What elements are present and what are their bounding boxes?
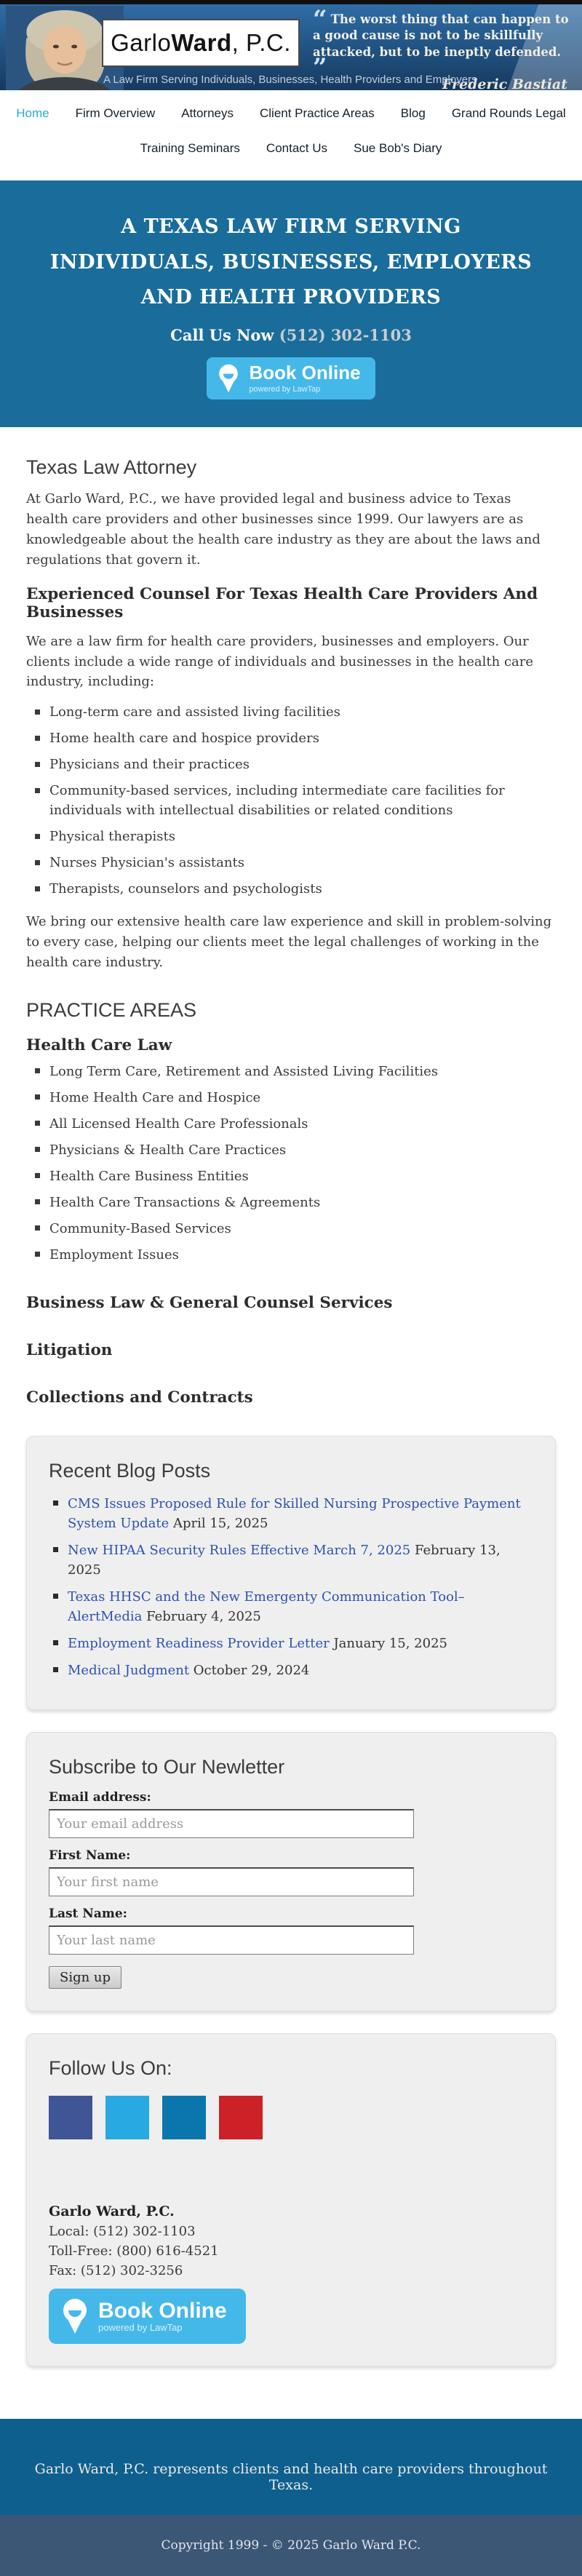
twitter-icon[interactable] <box>105 2096 149 2139</box>
nav-link-grand-rounds-legal[interactable]: Grand Rounds Legal <box>451 106 566 120</box>
health-care-law-list <box>26 1062 556 1265</box>
contact-info <box>49 2203 533 2278</box>
nav-link-blog[interactable]: Blog <box>400 106 426 120</box>
practice-areas-heading: PRACTICE AREAS <box>26 998 197 1021</box>
list-item: Employment Issues <box>35 1245 556 1265</box>
blog-post-item <box>53 1541 533 1580</box>
nav-item <box>354 141 442 156</box>
blog-posts-list <box>49 1494 533 1680</box>
blog-post-link[interactable]: New HIPAA Security Rules Effective March 7, 2025 <box>68 1542 411 1558</box>
logo-text-ward: Ward <box>171 29 232 56</box>
blog-post-item <box>53 1587 533 1626</box>
nav-item <box>140 141 240 156</box>
logo-text-garlo: Garlo <box>111 29 172 56</box>
list-item: Physical therapists <box>35 827 556 846</box>
logo-text-suffix: , P.C. <box>231 29 291 56</box>
list-item: Long Term Care, Retirement and Assisted Living Facilities <box>35 1062 556 1081</box>
experienced-counsel-heading: Experienced Counsel For Texas Health Care Providers And Businesses <box>26 584 538 621</box>
nav-link-contact-us[interactable]: Contact Us <box>266 141 328 155</box>
blog-post-date: February 13, 2025 <box>68 1542 501 1578</box>
first-name-field[interactable] <box>49 1867 414 1896</box>
follow-us-heading: Follow Us On: <box>49 2056 172 2079</box>
contact-local-phone: Local: (512) 302-1103 <box>49 2223 196 2239</box>
book-online-text <box>98 2299 227 2334</box>
intro-paragraph-3: We bring our extensive health care law experience and skill in problem-solving to every case, helping our clients meet the legal challenges of working in the health care industry. <box>26 914 552 971</box>
last-name-field[interactable] <box>49 1925 414 1955</box>
contact-firm-name: Garlo Ward, P.C. <box>49 2203 175 2219</box>
blog-post-date: April 15, 2025 <box>172 1515 268 1531</box>
footer-tagline: Garlo Ward, P.C. represents clients and health care providers throughout Texas. <box>34 2460 548 2493</box>
blog-post-link[interactable]: Medical Judgment <box>68 1662 190 1678</box>
footer-tagline-band <box>0 2419 582 2515</box>
blog-post-date: October 29, 2024 <box>193 1662 310 1678</box>
list-item: Long-term care and assisted living facilities <box>35 702 556 722</box>
firm-tagline: A Law Firm Serving Individuals, Businesses, Health Providers and Employers <box>103 73 477 86</box>
contact-tollfree-phone: Toll-Free: (800) 616-4521 <box>49 2243 219 2259</box>
nav-item <box>266 141 327 156</box>
intro-paragraph-1: At Garlo Ward, P.C., we have provided legal and business advice to Texas health care providers and other businesses since 1999. Our lawyers are as knowledgeable about the health care industry as they are about the laws and regulations that govern it. <box>26 491 541 568</box>
list-item: Health Care Business Entities <box>35 1166 556 1186</box>
list-item: Community-Based Services <box>35 1219 556 1239</box>
list-item: Physicians & Health Care Practices <box>35 1140 556 1160</box>
list-item: All Licensed Health Care Professionals <box>35 1114 556 1134</box>
open-quote-icon: “ <box>313 5 327 34</box>
linkedin-icon[interactable] <box>162 2096 206 2139</box>
list-item: Community-based services, including intermediate care facilities for individuals with intellectual disabilities or related conditions <box>35 781 556 820</box>
nav-row-2 <box>0 134 582 164</box>
contact-fax: Fax: (512) 302-3256 <box>49 2262 183 2278</box>
blog-post-link[interactable]: Employment Readiness Provider Letter <box>68 1635 330 1651</box>
facebook-icon[interactable] <box>49 2096 92 2139</box>
nav-item <box>76 106 156 121</box>
litigation-heading: Litigation <box>26 1340 113 1359</box>
email-field[interactable] <box>49 1809 414 1838</box>
book-online-sublabel: powered by LawTap <box>249 385 321 394</box>
business-law-heading: Business Law & General Counsel Services <box>26 1293 393 1312</box>
nav-link-attorneys[interactable]: Attorneys <box>181 106 234 120</box>
follow-us-card <box>26 2033 556 2366</box>
email-label: Email address: <box>49 1789 151 1805</box>
nav-link-home[interactable]: Home <box>16 106 49 120</box>
newsletter-card <box>26 1732 556 2011</box>
close-quote-icon: ” <box>313 52 327 82</box>
header-banner <box>0 4 582 90</box>
quote-text: The worst thing that can happen to a good cause is not to be skillfully attacked, but to be ineptly defended. <box>313 12 569 59</box>
hero-phone-number[interactable]: (512) 302-1103 <box>279 325 412 344</box>
list-item: Nurses Physician's assistants <box>35 853 556 872</box>
collections-heading: Collections and Contracts <box>26 1388 253 1407</box>
health-care-law-heading: Health Care Law <box>26 1035 172 1054</box>
nav-item <box>401 106 426 121</box>
blog-post-date: February 4, 2025 <box>146 1608 261 1624</box>
first-name-label: First Name: <box>49 1848 131 1863</box>
book-online-button-footer[interactable] <box>49 2289 246 2344</box>
nav-link-firm-overview[interactable]: Firm Overview <box>75 106 156 120</box>
book-online-label: Book Online <box>249 361 361 383</box>
book-online-sublabel: powered by LawTap <box>98 2322 183 2334</box>
nav-item <box>260 106 375 121</box>
footer <box>0 2419 582 2576</box>
footer-copyright: Copyright 1999 - © 2025 Garlo Ward P.C. <box>161 2537 421 2553</box>
client-types-list <box>26 702 556 899</box>
hero-banner <box>0 180 582 427</box>
blog-post-item <box>53 1661 533 1680</box>
newsletter-heading: Subscribe to Our Newletter <box>49 1755 285 1778</box>
social-icons-row <box>49 2096 533 2139</box>
blog-post-link[interactable]: Texas HHSC and the New Emergenty Communication Tool–AlertMedia <box>68 1589 465 1624</box>
hero-call-line <box>29 326 553 344</box>
last-name-label: Last Name: <box>49 1906 127 1921</box>
book-online-button[interactable] <box>207 357 375 399</box>
footer-copyright-band <box>0 2515 582 2576</box>
main-content <box>0 427 582 2366</box>
list-item: Home Health Care and Hospice <box>35 1088 556 1108</box>
list-item: Home health care and hospice providers <box>35 728 556 748</box>
call-us-now-label: Call Us Now <box>170 325 274 344</box>
nav-item <box>16 106 49 121</box>
quote-attribution: Frederic Bastiat <box>442 76 567 90</box>
list-item: Health Care Transactions & Agreements <box>35 1193 556 1212</box>
recent-blog-posts-card <box>26 1436 556 1710</box>
nav-link-training-seminars[interactable]: Training Seminars <box>140 141 240 155</box>
nav-link-client-practice-areas[interactable]: Client Practice Areas <box>260 106 375 120</box>
page-title: Texas Law Attorney <box>26 456 197 479</box>
nav-link-sue-bobs-diary[interactable]: Sue Bob's Diary <box>354 141 442 155</box>
blog-post-item <box>53 1634 533 1653</box>
main-navigation <box>0 90 582 180</box>
intro-paragraph-2: We are a law firm for health care providers, businesses and employers. Our clients include a wide range of individuals and businesses in the health care industry, including: <box>26 633 534 690</box>
list-item: Therapists, counselors and psychologists <box>35 879 556 899</box>
nav-row-1 <box>0 99 582 130</box>
youtube-icon[interactable] <box>219 2096 263 2139</box>
nav-item <box>452 106 566 121</box>
book-online-label: Book Online <box>98 2298 227 2323</box>
firm-logo[interactable] <box>102 19 300 67</box>
recent-blog-posts-heading: Recent Blog Posts <box>49 1459 211 1482</box>
sign-up-button[interactable]: Sign up <box>49 1966 121 1989</box>
blog-post-item <box>53 1494 533 1533</box>
lawtap-pin-icon <box>217 363 240 394</box>
book-online-text <box>249 363 360 394</box>
lawtap-pin-icon <box>60 2297 89 2335</box>
blog-post-link[interactable]: CMS Issues Proposed Rule for Skilled Nursing Prospective Payment System Update <box>68 1495 521 1531</box>
list-item: Physicians and their practices <box>35 755 556 774</box>
hero-title: A TEXAS LAW FIRM SERVING INDIVIDUALS, BUSINESSES, EMPLOYERS AND HEALTH PROVIDERS <box>49 215 533 309</box>
nav-item <box>181 106 234 121</box>
blog-post-date: January 15, 2025 <box>333 1635 447 1651</box>
